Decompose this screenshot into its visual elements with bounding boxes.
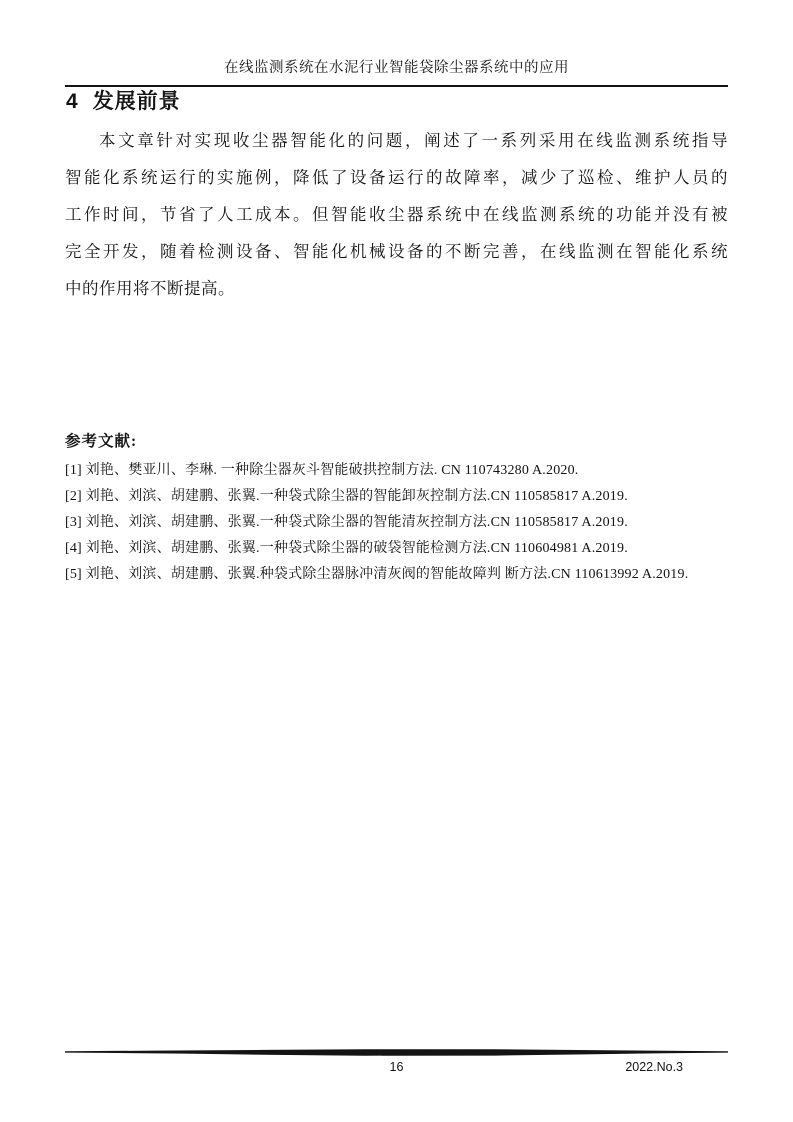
paragraph-line: 本文章针对实现收尘器智能化的问题，阐述了一系列采用在线监测系统指导	[99, 131, 728, 150]
paragraph-line: 工作时间，节省了人工成本。但智能收尘器系统中在线监测系统的功能并没有被	[65, 205, 728, 224]
paragraph-line: 完全开发，随着检测设备、智能化机械设备的不断完善，在线监测在智能化系统	[65, 242, 728, 261]
reference-item: [2] 刘艳、刘滨、胡建鹏、张翼.一种袋式除尘器的智能卸灰控制方法.CN 110585817 A.2019.	[65, 489, 628, 504]
paragraph-line: 智能化系统运行的实施例，降低了设备运行的故障率，减少了巡检、维护人员的	[65, 168, 728, 187]
reference-item: [1] 刘艳、樊亚川、李琳. 一种除尘器灰斗智能破拱控制方法. CN 110743280 A.2020.	[65, 463, 579, 478]
section-title: 发展前景	[92, 90, 181, 113]
issue-label: 2022.No.3	[625, 1060, 683, 1074]
body-paragraph	[65, 122, 728, 307]
section-heading	[66, 88, 181, 116]
footer-rule	[65, 1049, 728, 1056]
section-number: 4	[66, 90, 79, 113]
page-header	[65, 58, 728, 87]
page-footer	[65, 1058, 728, 1076]
running-head-title: 在线监测系统在水泥行业智能袋除尘器系统中的应用	[224, 60, 569, 76]
references-heading: 参考文献:	[65, 433, 138, 450]
reference-item: [4] 刘艳、刘滨、胡建鹏、张翼.一种袋式除尘器的破袋智能检测方法.CN 110604981 A.2019.	[65, 541, 628, 556]
page-number: 16	[389, 1060, 404, 1074]
reference-item: [3] 刘艳、刘滨、胡建鹏、张翼.一种袋式除尘器的智能清灰控制方法.CN 110585817 A.2019.	[65, 515, 628, 530]
reference-item: [5] 刘艳、刘滨、胡建鹏、张翼.种袋式除尘器脉冲清灰阀的智能故障判 断方法.CN 110613992 A.2019.	[65, 567, 689, 582]
references-section	[65, 431, 728, 588]
paragraph-line: 中的作用将不断提高。	[65, 279, 235, 298]
